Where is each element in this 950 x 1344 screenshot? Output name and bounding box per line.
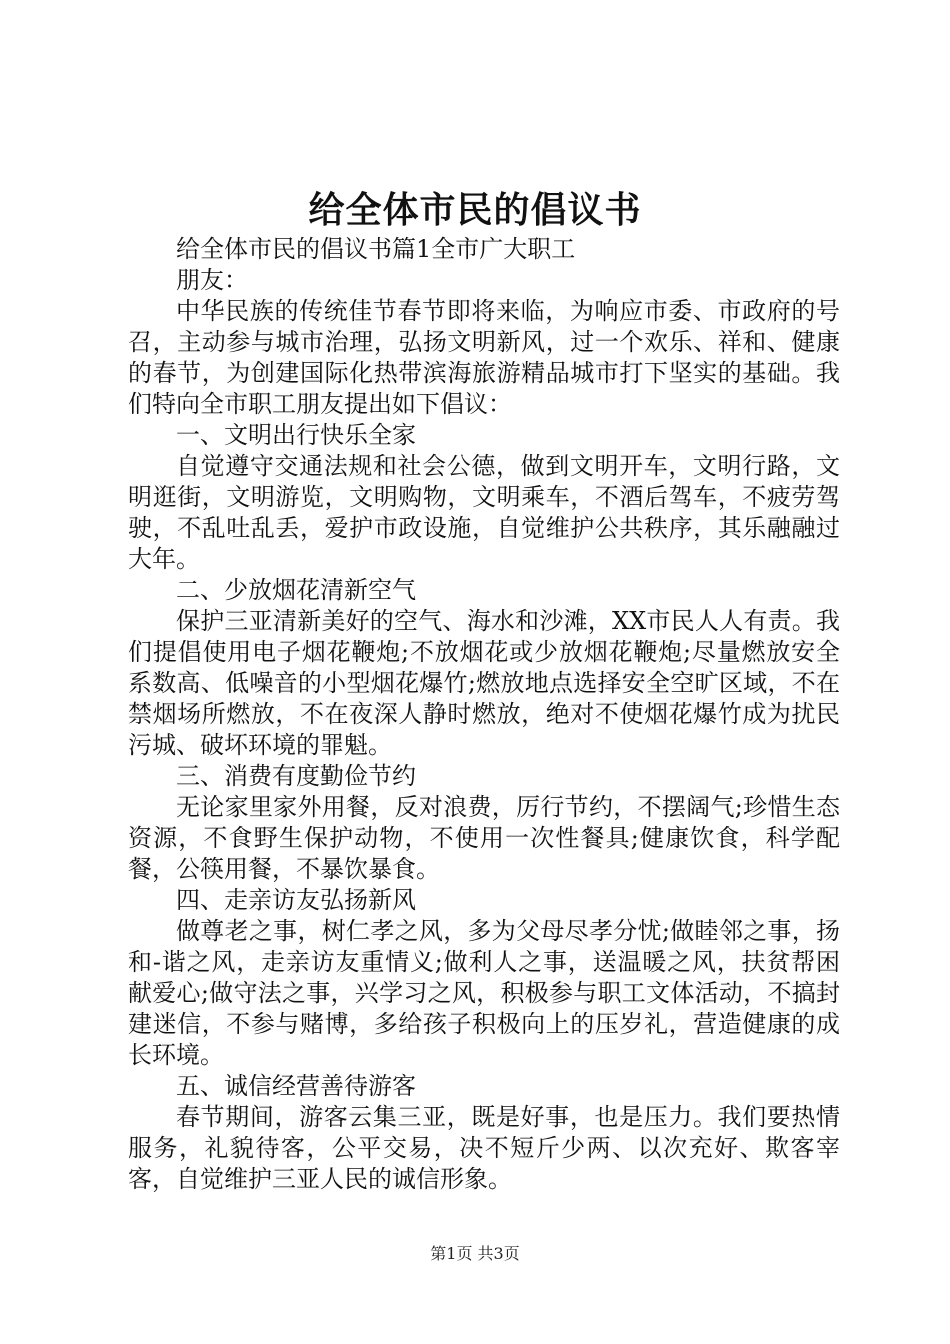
document-body — [128, 234, 840, 1195]
document-title: 给全体市民的倡议书 — [308, 189, 642, 231]
paragraph-intro: 给全体市民的倡议书篇1全市广大职工 — [176, 235, 576, 263]
paragraph-opening: 中华民族的传统佳节春节即将来临，为响应市委、市政府的号召，主动参与城市治理，弘扬文明新风，过一个欢乐、祥和、健康的春节，为创建国际化热带滨海旅游精品城市打下坚实的基础。我们特向全市职工朋友提出如下倡议： — [128, 297, 840, 418]
section-body-4: 做尊老之事，树仁孝之风，多为父母尽孝分忧;做睦邻之事，扬和-谐之风，走亲访友重情义;做利人之事，送温暖之风，扶贫帮困献爱心;做守法之事，兴学习之风，积极参与职工文体活动，不搞封建迷信，不参与赌博，多给孩子积极向上的压岁礼，营造健康的成长环境。 — [128, 917, 840, 1069]
paragraph-salutation: 朋友： — [176, 266, 248, 294]
section-heading-5: 五、诚信经营善待游客 — [176, 1072, 416, 1100]
section-body-5: 春节期间，游客云集三亚，既是好事，也是压力。我们要热情服务，礼貌待客，公平交易，决不短斤少两、以次充好、欺客宰客，自觉维护三亚人民的诚信形象。 — [128, 1103, 840, 1193]
section-heading-4: 四、走亲访友弘扬新风 — [176, 886, 416, 914]
section-body-2: 保护三亚清新美好的空气、海水和沙滩，XX市民人人有责。我们提倡使用电子烟花鞭炮;不放烟花或少放烟花鞭炮;尽量燃放安全系数高、低噪音的小型烟花爆竹;燃放地点选择安全空旷区域，不在禁烟场所燃放，不在夜深人静时燃放，绝对不使烟花爆竹成为扰民污城、破坏环境的罪魁。 — [128, 607, 840, 759]
section-body-3: 无论家里家外用餐，反对浪费，厉行节约，不摆阔气;珍惜生态资源，不食野生保护动物，不使用一次性餐具;健康饮食，科学配餐，公筷用餐，不暴饮暴食。 — [128, 793, 840, 883]
section-body-1: 自觉遵守交通法规和社会公德，做到文明开车，文明行路，文明逛街，文明游览，文明购物，文明乘车，不酒后驾车，不疲劳驾驶，不乱吐乱丢，爱护市政设施，自觉维护公共秩序，其乐融融过大年。 — [128, 452, 840, 573]
section-heading-2: 二、少放烟花清新空气 — [176, 576, 416, 604]
page-number-footer: 第1页 共3页 — [430, 1244, 520, 1263]
section-heading-3: 三、消费有度勤俭节约 — [176, 762, 416, 790]
section-heading-1: 一、文明出行快乐全家 — [176, 421, 416, 449]
